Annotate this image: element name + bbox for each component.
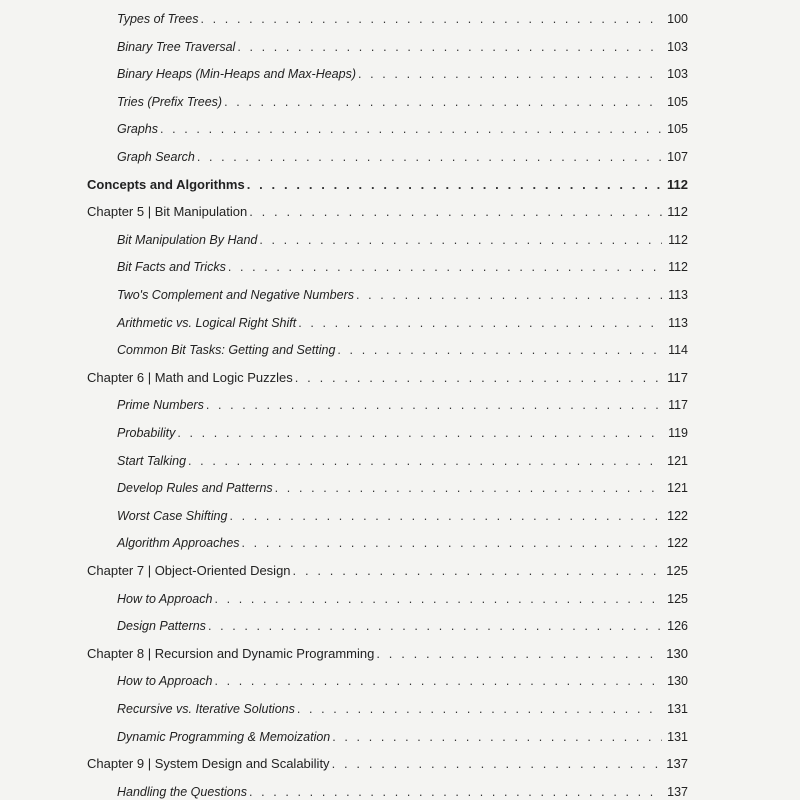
- toc-entry-page-number: 130: [667, 674, 688, 689]
- toc-chapter-entry: [87, 644, 688, 664]
- toc-section-entry: [117, 313, 688, 333]
- toc-section-entry: [117, 533, 688, 553]
- toc-entry-title: Handling the Questions: [117, 784, 247, 799]
- toc-section-entry: [117, 616, 688, 636]
- toc-section-entry: [117, 230, 688, 250]
- toc-section-entry: [117, 671, 688, 691]
- toc-entry-title: Algorithm Approaches: [117, 536, 240, 551]
- toc-entry-title: Graphs: [117, 122, 158, 137]
- toc-section-entry: [117, 64, 688, 84]
- toc-section-entry: [117, 92, 688, 112]
- toc-entry-title: Probability: [117, 426, 176, 440]
- dot-leader: [249, 202, 662, 222]
- dot-leader: [332, 754, 662, 774]
- dot-leader: [206, 395, 662, 415]
- toc-entry-page-number: 113: [668, 288, 688, 302]
- toc-chapter-entry: [87, 202, 688, 222]
- toc-section-entry: [117, 478, 688, 498]
- toc-section-entry: [117, 451, 688, 471]
- toc-entry-page-number: 114: [668, 343, 688, 358]
- dot-leader: [275, 478, 662, 498]
- dot-leader: [298, 313, 662, 333]
- toc-entry-page-number: 117: [668, 398, 688, 413]
- toc-entry-page-number: 121: [667, 481, 688, 496]
- toc-entry-title: Arithmetic vs. Logical Right Shift: [117, 315, 297, 330]
- toc-entry-title: Types of Trees: [117, 12, 199, 26]
- dot-leader: [201, 9, 662, 29]
- toc-entry-page-number: 112: [667, 204, 688, 220]
- toc-entry-title: Chapter 9 | System Design and Scalability: [87, 756, 330, 772]
- dot-leader: [247, 175, 662, 195]
- toc-entry-page-number: 100: [667, 12, 688, 26]
- dot-leader: [295, 368, 662, 388]
- toc-section-entry: [117, 782, 688, 800]
- toc-chapter-entry: [87, 368, 688, 388]
- toc-entry-page-number: 130: [666, 645, 688, 661]
- toc-section-entry: [117, 147, 688, 167]
- toc-section-entry: [117, 285, 688, 305]
- toc-entry-title: Worst Case Shifting: [117, 508, 228, 523]
- toc-entry-page-number: 105: [667, 94, 688, 109]
- toc-entry-page-number: 122: [667, 508, 688, 523]
- dot-leader: [229, 506, 662, 526]
- toc-entry-page-number: 125: [666, 563, 688, 578]
- toc-entry-title: Design Patterns: [117, 619, 206, 634]
- toc-section-entry: [117, 37, 688, 57]
- toc-entry-title: Binary Tree Traversal: [117, 39, 236, 54]
- toc-entry-page-number: 107: [667, 150, 688, 164]
- toc-entry-title: Recursive vs. Iterative Solutions: [117, 702, 295, 716]
- toc-entry-title: Common Bit Tasks: Getting and Setting: [117, 343, 336, 358]
- toc-entry-page-number: 113: [668, 315, 688, 330]
- toc-entry-title: How to Approach: [117, 674, 213, 689]
- toc-entry-title: Graph Search: [117, 150, 195, 164]
- toc-entry-title: Chapter 6 | Math and Logic Puzzles: [87, 369, 293, 385]
- toc-entry-page-number: 137: [667, 784, 688, 799]
- toc-entry-page-number: 105: [667, 122, 688, 137]
- dot-leader: [214, 589, 662, 609]
- toc-entry-title: Bit Manipulation By Hand: [117, 232, 258, 247]
- toc-entry-title: Dynamic Programming & Memoization: [117, 729, 331, 744]
- dot-leader: [160, 119, 662, 139]
- toc-entry-title: Binary Heaps (Min-Heaps and Max-Heaps): [117, 67, 356, 82]
- toc-entry-title: Start Talking: [117, 453, 187, 468]
- dot-leader: [197, 147, 662, 167]
- toc-section-entry: [117, 423, 688, 443]
- toc-section-entry: [117, 506, 688, 526]
- toc-chapter-entry: [87, 754, 688, 774]
- dot-leader: [249, 782, 662, 800]
- dot-leader: [214, 671, 662, 691]
- toc-section-entry: [117, 340, 688, 360]
- toc-entry-title: Bit Facts and Tricks: [117, 260, 226, 275]
- dot-leader: [293, 561, 662, 581]
- toc-entry-page-number: 126: [667, 619, 688, 634]
- dot-leader: [356, 285, 662, 305]
- dot-leader: [208, 616, 662, 636]
- dot-leader: [224, 92, 662, 112]
- toc-part-entry: [87, 175, 688, 195]
- toc-entry-page-number: 137: [666, 756, 688, 772]
- dot-leader: [177, 423, 662, 443]
- toc-entry-page-number: 112: [668, 260, 688, 275]
- toc-section-entry: [117, 9, 688, 29]
- toc-entry-page-number: 103: [667, 39, 688, 54]
- dot-leader: [242, 533, 662, 553]
- dot-leader: [259, 230, 662, 250]
- toc-entry-title: Prime Numbers: [117, 398, 204, 413]
- toc-entry-page-number: 121: [667, 453, 688, 468]
- dot-leader: [297, 699, 662, 719]
- dot-leader: [237, 37, 662, 57]
- toc-entry-page-number: 131: [667, 702, 688, 716]
- toc-entry-title: Concepts and Algorithms: [87, 176, 245, 192]
- toc-section-entry: [117, 589, 688, 609]
- toc-entry-title: Chapter 7 | Object-Oriented Design: [87, 563, 291, 578]
- toc-entry-page-number: 125: [667, 591, 688, 606]
- toc-section-entry: [117, 119, 688, 139]
- toc-section-entry: [117, 727, 688, 747]
- dot-leader: [188, 451, 662, 471]
- toc-entry-title: Tries (Prefix Trees): [117, 94, 223, 109]
- toc-chapter-entry: [87, 561, 688, 581]
- toc-section-entry: [117, 395, 688, 415]
- toc-entry-title: Develop Rules and Patterns: [117, 481, 273, 496]
- dot-leader: [228, 257, 662, 277]
- dot-leader: [376, 644, 662, 664]
- toc-section-entry: [117, 699, 688, 719]
- toc-entry-title: Two's Complement and Negative Numbers: [117, 288, 354, 302]
- toc-entry-page-number: 131: [667, 729, 688, 744]
- toc-section-entry: [117, 257, 688, 277]
- toc-entry-title: Chapter 8 | Recursion and Dynamic Programming: [87, 645, 375, 661]
- toc-entry-page-number: 103: [667, 67, 688, 82]
- dot-leader: [337, 340, 662, 360]
- toc-entry-page-number: 112: [667, 176, 688, 192]
- toc-entry-page-number: 122: [667, 536, 688, 551]
- toc-entry-title: How to Approach: [117, 591, 213, 606]
- dot-leader: [358, 64, 662, 84]
- toc-entry-page-number: 112: [668, 232, 688, 247]
- toc-entry-page-number: 117: [667, 369, 688, 385]
- toc-entry-page-number: 119: [668, 426, 688, 440]
- dot-leader: [332, 727, 662, 747]
- toc-entry-title: Chapter 5 | Bit Manipulation: [87, 204, 248, 220]
